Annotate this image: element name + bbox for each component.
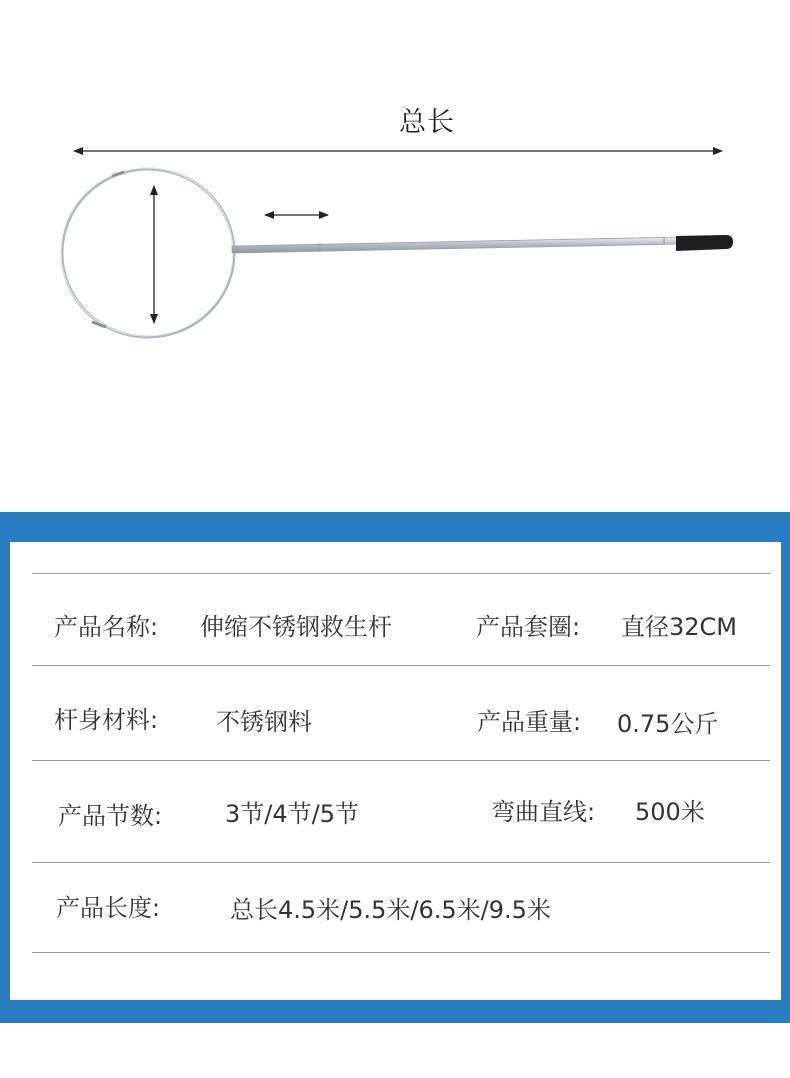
name-value: 伸缩不锈钢救生杆	[200, 613, 392, 641]
row-divider	[32, 760, 770, 761]
bend-label: 弯曲直线:	[491, 798, 596, 826]
product-diagram	[0, 0, 790, 470]
length-label: 产品长度:	[56, 894, 161, 922]
row-divider	[32, 573, 770, 574]
ring-value: 直径32CM	[621, 613, 738, 641]
length-value: 总长4.5米/5.5米/6.5米/9.5米	[230, 896, 551, 924]
row-divider	[32, 862, 770, 863]
weight-value: 0.75公斤	[617, 710, 719, 738]
weight-label: 产品重量:	[477, 708, 582, 736]
spec-table	[10, 542, 781, 1000]
sections-label: 产品节数:	[58, 802, 163, 830]
sections-value: 3节/4节/5节	[225, 800, 359, 828]
ring-hoop	[62, 169, 234, 337]
name-label: 产品名称:	[54, 613, 159, 641]
rescue-pole-illustration	[0, 0, 790, 470]
material-value: 不锈钢料	[216, 708, 312, 736]
bend-value: 500米	[635, 798, 705, 826]
ring-label: 产品套圈:	[476, 613, 581, 641]
total-length-label: 总长	[399, 107, 455, 138]
spec-panel	[0, 512, 790, 1023]
material-label: 杆身材料:	[54, 706, 159, 734]
telescopic-pole	[232, 237, 682, 253]
row-divider	[32, 665, 770, 666]
row-divider	[32, 952, 770, 953]
black-grip	[676, 235, 733, 251]
